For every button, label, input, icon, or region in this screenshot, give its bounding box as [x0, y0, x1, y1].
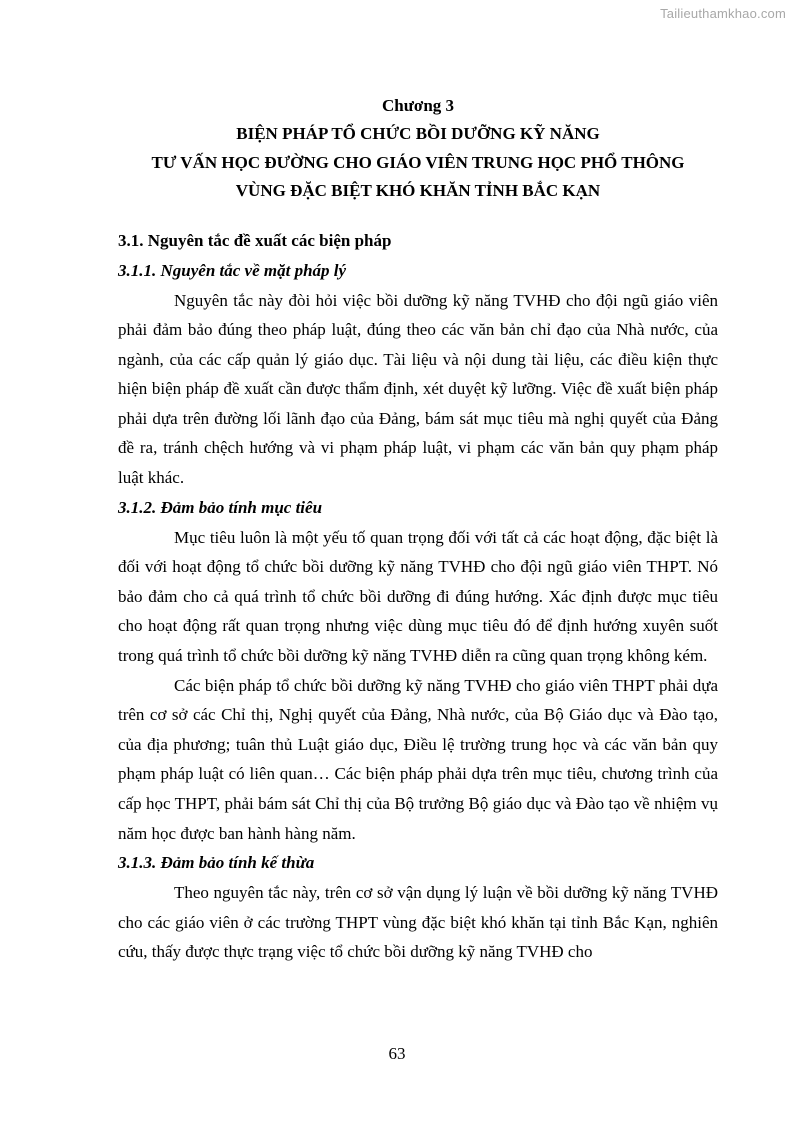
- chapter-heading: [118, 120, 718, 206]
- paragraph: Nguyên tắc này đòi hỏi việc bồi dưỡng kỹ năng TVHĐ cho đội ngũ giáo viên phải đảm bảo đúng theo pháp luật, đúng theo các văn bản chỉ đạo của Nhà nước, của ngành, của các cấp quản lý giáo dục. Tài liệu và nội dung tài liệu, các điều kiện thực hiện biện pháp đề xuất cần được thẩm định, xét duyệt kỹ lưỡng. Việc đề xuất biện pháp phải dựa trên đường lối lãnh đạo của Đảng, bám sát mục tiêu mà nghị quyết của Đảng đề ra, tránh chệch hướng và vi phạm pháp luật, vi phạm các văn bản quy phạm pháp luật khác.: [118, 290, 718, 488]
- subsection-heading-3-1-3: 3.1.3. Đảm bảo tính kế thừa: [118, 853, 315, 873]
- watermark: Tailieuthamkhao.com: [660, 6, 786, 21]
- chapter-title: Chương 3: [381, 96, 455, 115]
- chapter-heading-line: TƯ VẤN HỌC ĐƯỜNG CHO GIÁO VIÊN TRUNG HỌC PHỔ THÔNG: [151, 152, 685, 172]
- chapter-heading-line: BIỆN PHÁP TỔ CHỨC BỒI DƯỠNG KỸ NĂNG: [236, 124, 600, 143]
- section-heading-3-1: 3.1. Nguyên tắc đề xuất các biện pháp: [118, 230, 392, 250]
- paragraph: Theo nguyên tắc này, trên cơ sở vận dụng lý luận về bồi dưỡng kỹ năng TVHĐ cho các giáo viên ở các trường THPT vùng đặc biệt khó khăn tại tỉnh Bắc Kạn, nghiên cứu, thấy được thực trạng việc tổ chức bồi dưỡng kỹ năng TVHĐ cho: [118, 883, 718, 962]
- page-number: 63: [388, 1044, 406, 1063]
- paragraph: Mục tiêu luôn là một yếu tố quan trọng đối với tất cả các hoạt động, đặc biệt là đối với hoạt động tổ chức bồi dưỡng kỹ năng TVHĐ cho đội ngũ giáo viên THPT. Nó bảo đảm cho cả quá trình tổ chức bồi dưỡng đi đúng hướng. Xác định được mục tiêu cho hoạt động rất quan trọng nhưng việc dùng mục tiêu đó để định hướng xuyên suốt trong quá trình tổ chức bồi dưỡng kỹ năng TVHĐ diễn ra cũng quan trọng không kém.: [118, 527, 718, 666]
- subsection-heading-3-1-1: 3.1.1. Nguyên tắc về mặt pháp lý: [118, 260, 347, 280]
- subsection-heading-3-1-2: 3.1.2. Đảm bảo tính mục tiêu: [118, 497, 323, 517]
- document-page: [118, 92, 718, 967]
- chapter-heading-line: VÙNG ĐẶC BIỆT KHÓ KHĂN TỈNH BẮC KẠN: [235, 181, 601, 200]
- paragraph: Các biện pháp tổ chức bồi dưỡng kỹ năng TVHĐ cho giáo viên THPT phải dựa trên cơ sở các Chỉ thị, Nghị quyết của Đảng, Nhà nước, của Bộ Giáo dục và Đào tạo, của địa phương; tuân thủ Luật giáo dục, Điều lệ trường trung học và các văn bản quy phạm pháp luật có liên quan… Các biện pháp phải dựa trên mục tiêu, chương trình của cấp học THPT, phải bám sát Chỉ thị của Bộ trưởng Bộ giáo dục và Đào tạo về nhiệm vụ năm học được ban hành hàng năm.: [118, 675, 718, 843]
